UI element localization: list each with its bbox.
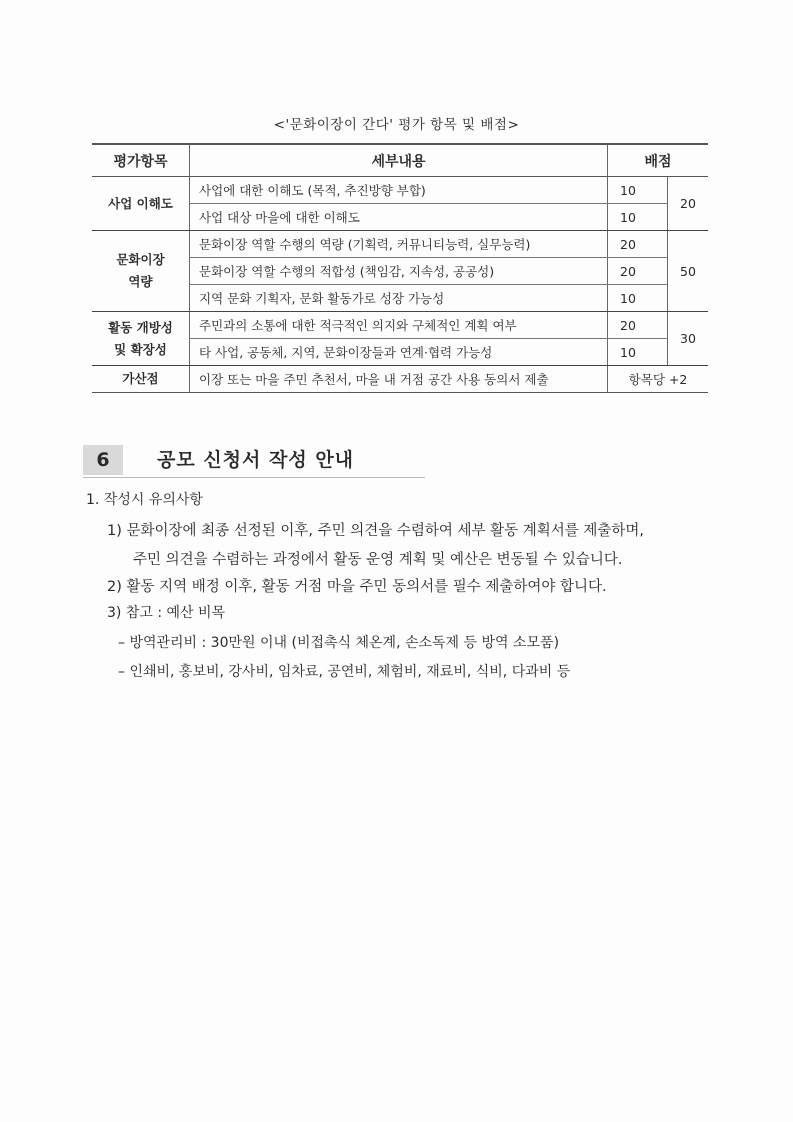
score-cell: 20 xyxy=(608,231,668,258)
detail-cell: 지역 문화 기획자, 문화 활동가로 성장 가능성 xyxy=(190,285,608,312)
table-caption: <'문화이장이 간다' 평가 항목 및 배점> xyxy=(273,117,520,133)
category-cell: 활동 개방성 및 확장성 xyxy=(92,312,190,366)
list-item: – 인쇄비, 홍보비, 강사비, 임차료, 공연비, 체험비, 재료비, 식비, 다과비 등 xyxy=(118,664,571,680)
category-cell: 사업 이해도 xyxy=(92,177,190,231)
section-number: 6 xyxy=(83,445,123,475)
category-cell: 가산점 xyxy=(92,366,190,393)
detail-cell: 주민과의 소통에 대한 적극적인 의지와 구체적인 계획 여부 xyxy=(190,312,608,339)
table-row xyxy=(92,177,708,204)
table-row xyxy=(92,366,708,393)
subheading: 1. 작성시 유의사항 xyxy=(86,492,203,508)
paragraph-line: 주민 의견을 수렴하는 과정에서 활동 운영 계획 및 예산은 변동될 수 있습니다. xyxy=(133,552,623,568)
header-category: 평가항목 xyxy=(92,144,190,177)
score-cell: 10 xyxy=(608,339,668,366)
paragraph-line: 2) 활동 지역 배정 이후, 활동 거점 마을 주민 동의서를 필수 제출하여야 합니다. xyxy=(107,579,607,595)
score-cell: 10 xyxy=(608,204,668,231)
evaluation-table xyxy=(92,143,708,393)
score-cell: 20 xyxy=(608,258,668,285)
detail-cell: 문화이장 역할 수행의 역량 (기획력, 커뮤니티능력, 실무능력) xyxy=(190,231,608,258)
score-cell: 20 xyxy=(608,312,668,339)
section-title: 공모 신청서 작성 안내 xyxy=(157,449,355,471)
table-row xyxy=(92,231,708,258)
paragraph-line: 1) 문화이장에 최종 선정된 이후, 주민 의견을 수렴하여 세부 활동 계획서를 제출하며, xyxy=(107,523,645,539)
score-cell: 항목당 +2 xyxy=(608,366,709,393)
header-score: 배점 xyxy=(608,144,709,177)
total-score-cell: 20 xyxy=(668,177,709,231)
detail-cell: 문화이장 역할 수행의 적합성 (책임감, 지속성, 공공성) xyxy=(190,258,608,285)
table-row xyxy=(92,312,708,339)
total-score-cell: 30 xyxy=(668,312,709,366)
detail-cell: 사업에 대한 이해도 (목적, 추진방향 부합) xyxy=(190,177,608,204)
score-cell: 10 xyxy=(608,285,668,312)
section-heading xyxy=(83,443,425,478)
header-details: 세부내용 xyxy=(190,144,608,177)
detail-cell: 타 사업, 공동체, 지역, 문화이장들과 연계·협력 가능성 xyxy=(190,339,608,366)
detail-cell: 사업 대상 마을에 대한 이해도 xyxy=(190,204,608,231)
detail-cell: 이장 또는 마을 주민 추천서, 마을 내 거점 공간 사용 동의서 제출 xyxy=(190,366,608,393)
list-item: – 방역관리비 : 30만원 이내 (비접촉식 체온계, 손소독제 등 방역 소모품) xyxy=(118,635,560,651)
total-score-cell: 50 xyxy=(668,231,709,312)
score-cell: 10 xyxy=(608,177,668,204)
category-cell: 문화이장 역량 xyxy=(92,231,190,312)
paragraph-line: 3) 참고 : 예산 비목 xyxy=(107,605,226,621)
table-header-row xyxy=(92,144,708,177)
